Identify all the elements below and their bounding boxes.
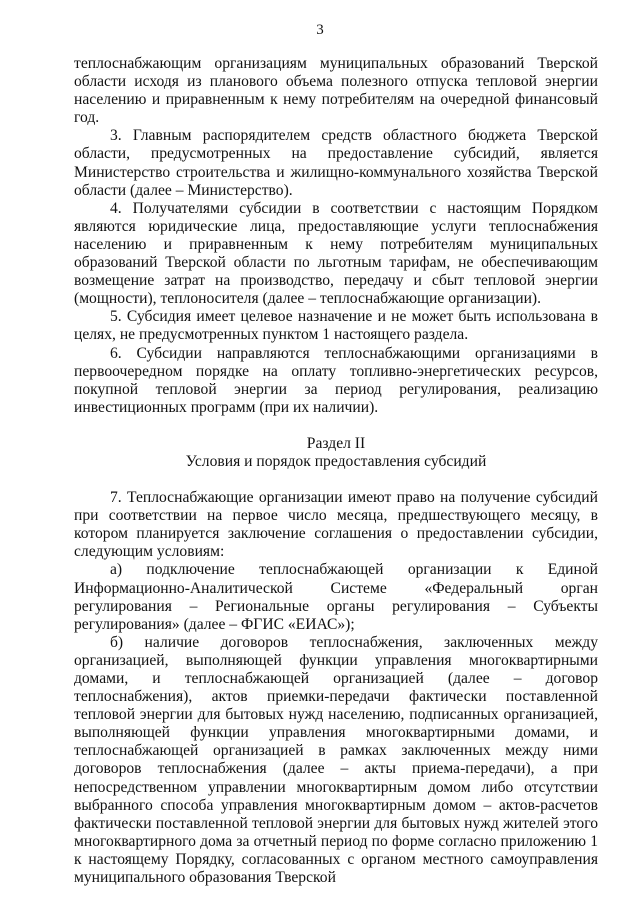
paragraph-item-6: 6. Субсидии направляются теплоснабжающими организациями в первоочередном порядке на оплату топливно-энергетических ресурсов, покупной тепловой энергии за период регулирования, реализацию инвестиционных программ (при их наличии). (74, 344, 598, 416)
paragraph-subitem-a: а) подключение теплоснабжающей организации к Единой Информационно-Аналитической Системе «Федеральный орган регулирования – Региональные органы регулирования – Субъекты регулирования» (далее – ФГИС «ЕИАС»); (74, 561, 598, 633)
section-subtitle: Условия и порядок предоставления субсидий (185, 452, 487, 470)
paragraph-item-4: 4. Получателями субсидии в соответствии с настоящим Порядком являются юридические лица, предоставляющие услуги теплоснабжения населению и приравненным к нему потребителям муниципальных образований Тверской области по льготным тарифам, не обеспечивающим возмещение затрат на производство, передачу и сбыт тепловой энергии (мощности), теплоносителя (далее – теплоснабжающие организации). (74, 199, 598, 308)
document-body (74, 55, 598, 887)
page-number: 3 (316, 22, 324, 38)
paragraph-continuation: теплоснабжающим организациям муниципальных образований Тверской области исходя из планового объема полезного отпуска тепловой энергии населению и приравненным к нему потребителям на очередной финансовый год. (74, 55, 598, 127)
section-title: Раздел II (306, 434, 366, 452)
paragraph-subitem-b: б) наличие договоров теплоснабжения, заключенных между организацией, выполняющей функции управления многоквартирными домами, и теплоснабжающей организацией (далее – договор теплоснабжения), актов приемки-передачи фактически поставленной тепловой энергии для бытовых нужд населению, подписанных организацией, выполняющей функции управления многоквартирными домами, и теплоснабжающей организацией в рамках заключенных между ними договоров теплоснабжения (далее – акты приема-передачи), а при непосредственном управлении многоквартирным домом либо отсутствии выбранного способа управления многоквартирным домом – актов-расчетов фактически поставленной тепловой энергии для бытовых нужд жителей этого многоквартирного дома за отчетный период по форме согласно приложению 1 к настоящему Порядку, согласованных с органом местного самоуправления муниципального образования Тверской (74, 633, 598, 887)
paragraph-item-7: 7. Теплоснабжающие организации имеют право на получение субсидий при соответствии на первое число месяца, предшествующего месяцу, в котором планируется заключение соглашения о предоставлении субсидии, следующим условиям: (74, 489, 598, 561)
paragraph-item-3: 3. Главным распорядителем средств областного бюджета Тверской области, предусмотренных на предоставление субсидий, является Министерство строительства и жилищно-коммунального хозяйства Тверской области (далее – Министерство). (74, 127, 598, 199)
paragraph-item-5: 5. Субсидия имеет целевое назначение и не может быть использована в целях, не предусмотренных пунктом 1 настоящего раздела. (74, 308, 598, 344)
section-heading (74, 435, 598, 471)
